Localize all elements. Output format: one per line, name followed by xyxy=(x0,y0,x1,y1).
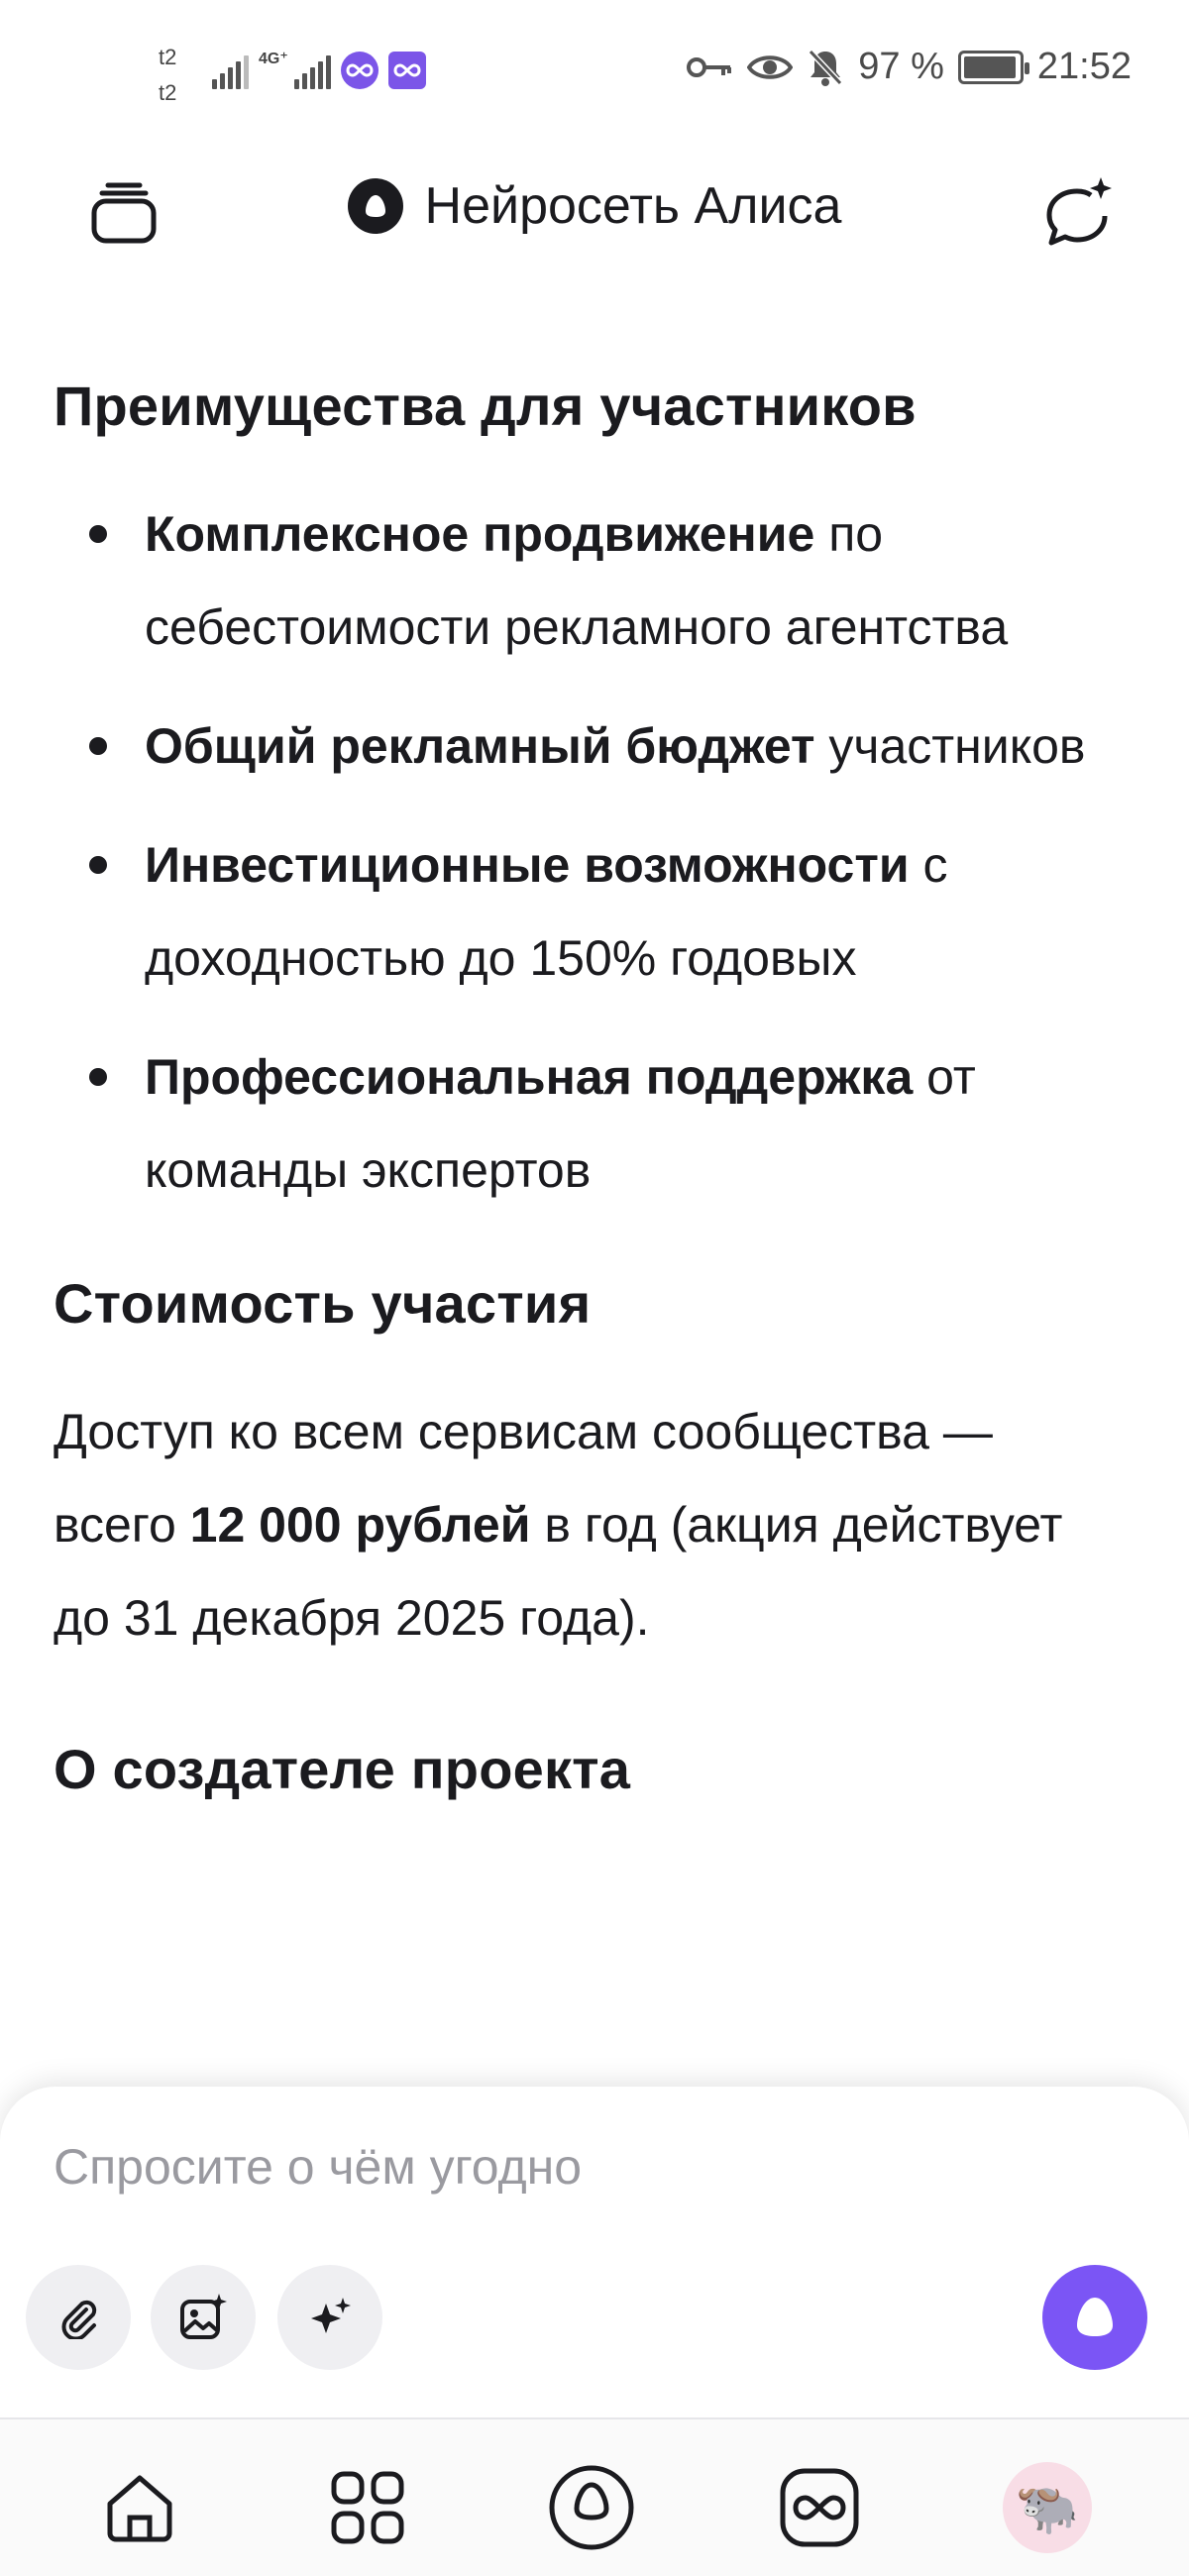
benefit-bold: Инвестиционные возможности xyxy=(145,837,910,893)
list-item xyxy=(89,487,1104,674)
status-bar xyxy=(0,0,1189,149)
signal-2-icon xyxy=(294,54,331,89)
benefit-text: по себестоимости рекламного агентства xyxy=(145,506,1009,655)
bell-muted-icon xyxy=(807,48,844,87)
carrier-labels xyxy=(159,40,176,111)
app-title[interactable] xyxy=(0,176,1189,236)
benefit-bold: Общий рекламный бюджет xyxy=(145,718,815,774)
assistant-message xyxy=(54,367,1104,1851)
benefit-text: с доходностью до 150% годовых xyxy=(145,837,948,986)
price-amount: 12 000 рублей xyxy=(189,1497,531,1553)
price-paragraph xyxy=(54,1385,1104,1664)
image-sparkle-icon xyxy=(177,2292,229,2343)
new-chat-button[interactable] xyxy=(1034,170,1120,256)
clock: 21:52 xyxy=(1036,46,1132,87)
alice-icon xyxy=(1067,2290,1123,2345)
grid-icon xyxy=(328,2468,407,2547)
sparkles-icon xyxy=(306,2294,354,2341)
app-title-text: Нейросеть Алиса xyxy=(424,177,842,235)
home-icon xyxy=(100,2468,179,2547)
nav-plus[interactable] xyxy=(775,2463,864,2552)
battery-icon xyxy=(958,51,1024,84)
list-item xyxy=(89,1030,1104,1217)
bullet-icon xyxy=(89,525,107,543)
benefit-text: от команды экспертов xyxy=(145,1049,976,1198)
top-bar xyxy=(0,159,1189,268)
bullet-icon xyxy=(89,1068,107,1086)
infinity-square-app-icon xyxy=(388,52,426,89)
benefits-list xyxy=(89,487,1104,1217)
price-text-before: Доступ ко всем сервисам сообщества — всего xyxy=(54,1404,993,1553)
image-generate-button[interactable] xyxy=(151,2265,256,2370)
price-text-after: в год (акция действует до 31 декабря 2025 года). xyxy=(54,1497,1063,1646)
list-item xyxy=(89,699,1104,793)
alice-voice-button[interactable] xyxy=(1042,2265,1147,2370)
message-input[interactable]: Спросите о чём угодно xyxy=(54,2139,583,2195)
avatar: 🐃 xyxy=(1003,2462,1092,2553)
alice-logo-icon xyxy=(348,178,403,234)
eye-icon xyxy=(747,53,793,82)
section-title-benefits: Преимущества для участников xyxy=(54,375,917,437)
nav-alice[interactable] xyxy=(547,2463,636,2552)
infinity-app-icon xyxy=(341,52,378,89)
benefit-text: участников xyxy=(814,718,1086,774)
signal-1-icon xyxy=(212,54,249,89)
new-chat-sparkle-icon xyxy=(1039,175,1115,251)
nav-services[interactable] xyxy=(323,2463,412,2552)
carrier-1: t2 xyxy=(159,45,177,69)
bottom-nav xyxy=(0,2417,1189,2576)
battery-fill xyxy=(964,56,1016,78)
nav-profile[interactable] xyxy=(1003,2463,1092,2552)
list-item xyxy=(89,818,1104,1005)
magic-button[interactable] xyxy=(277,2265,382,2370)
bullet-icon xyxy=(89,856,107,874)
benefit-bold: Профессиональная поддержка xyxy=(145,1049,914,1105)
key-icon xyxy=(686,54,733,80)
composer xyxy=(0,2087,1189,2417)
status-left-icons xyxy=(212,52,426,89)
nav-home[interactable] xyxy=(95,2463,184,2552)
benefit-bold: Комплексное продвижение xyxy=(145,506,815,562)
paperclip-icon xyxy=(56,2296,100,2339)
infinity-square-icon xyxy=(778,2466,861,2549)
battery-percent: 97 % xyxy=(858,46,944,87)
carrier-2: t2 xyxy=(159,80,177,105)
alice-circle-icon xyxy=(547,2463,636,2552)
status-right-icons xyxy=(686,46,1132,88)
attach-button[interactable] xyxy=(26,2265,131,2370)
bullet-icon xyxy=(89,737,107,755)
section-title-creator: О создателе проекта xyxy=(54,1738,631,1800)
network-type-label: 4G⁺ xyxy=(259,51,288,67)
section-title-price: Стоимость участия xyxy=(54,1272,592,1335)
